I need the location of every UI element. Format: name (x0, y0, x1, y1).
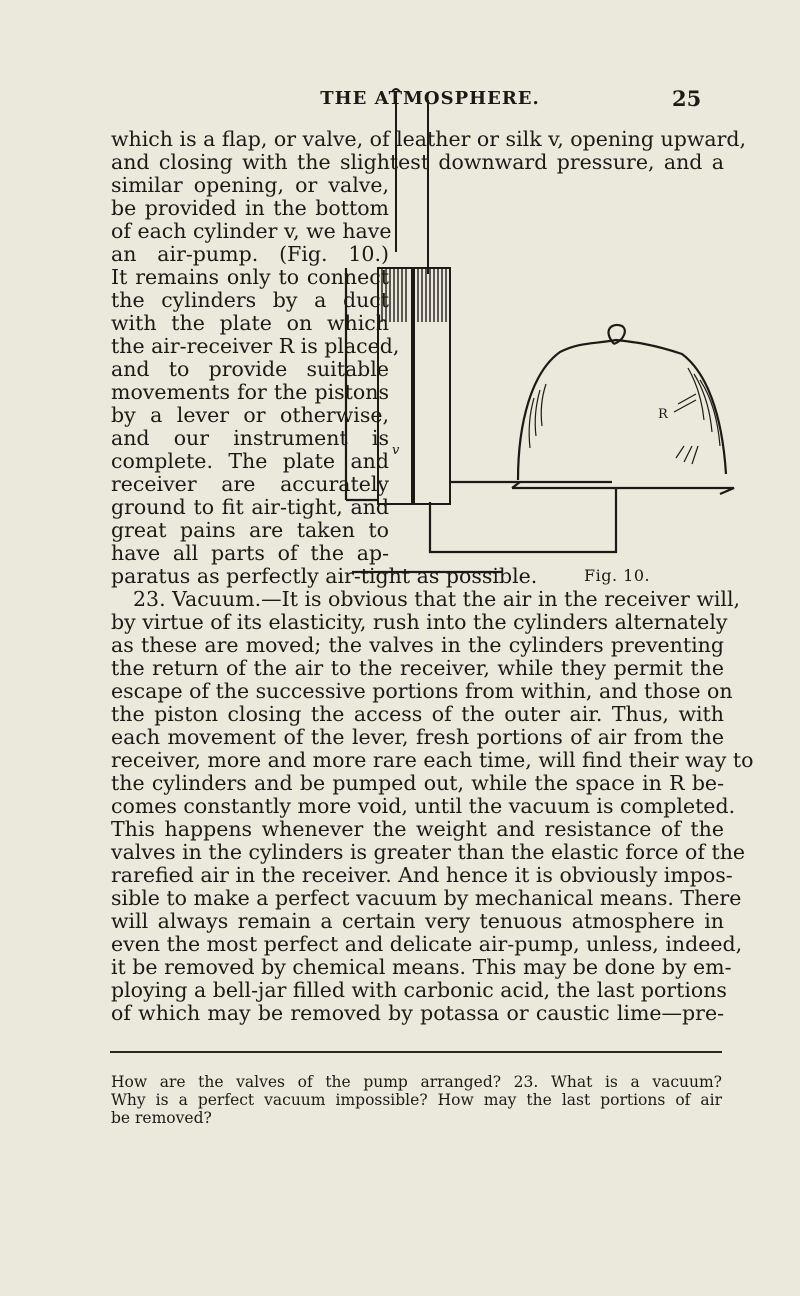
body-line-1: which is a flap, or valve, of leather or silk v, opening upward, (111, 127, 747, 151)
body-line-6: an air-pump. (Fig. 10.) (111, 242, 389, 266)
body-line-31: This happens whenever the weight and resistance of the (111, 817, 724, 841)
body-line-25: escape of the successive portions from within, and those on (111, 679, 733, 703)
body-line-3: similar opening, or valve, (111, 173, 389, 197)
receiver-plate (512, 488, 734, 494)
body-line-2: and closing with the slightest downward pressure, and a (111, 150, 724, 174)
body-line-29: the cylinders and be pumped out, while the space in R be- (111, 771, 724, 795)
body-line-34: sible to make a perfect vacuum by mechanical means. There (111, 886, 742, 910)
body-line-12: movements for the pistons (111, 380, 389, 404)
page-title: THE ATMOSPHERE. (320, 88, 540, 109)
body-line-16: receiver are accurately (111, 472, 389, 496)
body-line-28: receiver, more and more rare each time, will find their way to (111, 748, 754, 772)
section-23-heading-line: 23. Vacuum.—It is obvious that the air in the receiver will, (133, 587, 741, 611)
body-line-23: as these are moved; the valves in the cylinders preventing (111, 633, 724, 657)
footnote-divider (110, 1051, 722, 1053)
question-line-2: Why is a perfect vacuum impossible? How may the last portions of air (111, 1091, 722, 1109)
page-number: 25 (672, 86, 702, 111)
body-line-9: with the plate on which (111, 311, 389, 335)
body-line-24: the return of the air to the receiver, while they permit the (111, 656, 724, 680)
body-line-26: the piston closing the access of the outer air. Thus, with (111, 702, 724, 726)
body-line-5: of each cylinder v, we have (111, 219, 392, 243)
body-line-36: even the most perfect and delicate air-pump, unless, indeed, (111, 932, 743, 956)
duct-lower (430, 488, 616, 552)
body-line-35: will always remain a certain very tenuous atmosphere in (111, 909, 724, 933)
body-line-11: and to provide suitable (111, 357, 389, 381)
body-line-22: by virtue of its elasticity, rush into the cylinders alternately (111, 610, 728, 634)
figure-caption: Fig. 10. (584, 566, 651, 585)
body-line-33: rarefied air in the receiver. And hence it is obviously impos- (111, 863, 733, 887)
body-line-38: ploying a bell-jar filled with carbonic acid, the last portions (111, 978, 727, 1002)
body-line-30: comes constantly more void, until the vacuum is completed. (111, 794, 736, 818)
body-line-37: it be removed by chemical means. This may be done by em- (111, 955, 732, 979)
body-line-32: valves in the cylinders is greater than the elastic force of the (111, 840, 746, 864)
bell-jar (518, 340, 726, 480)
bell-jar-shading (529, 368, 720, 464)
body-line-39: of which may be removed by potassa or caustic lime—pre- (111, 1001, 724, 1025)
body-line-17: ground to fit air-tight, and (111, 495, 389, 519)
body-line-18: great pains are taken to (111, 518, 389, 542)
body-line-15: complete. The plate and (111, 449, 389, 473)
question-line-3: be removed? (111, 1109, 212, 1127)
rod-end-left (392, 89, 400, 92)
body-line-7: It remains only to connect (111, 265, 389, 289)
body-line-20: paratus as perfectly air-tight as possible. (111, 564, 538, 588)
body-line-13: by a lever or otherwise, (111, 403, 389, 427)
body-line-27: each movement of the lever, fresh portions of air from the (111, 725, 724, 749)
cylinder-right (414, 268, 450, 504)
body-line-10: the air-receiver R is placed, (111, 334, 400, 358)
body-line-8: the cylinders by a duct (111, 288, 389, 312)
valve-label-v: v (392, 443, 400, 458)
question-line-1: How are the valves of the pump arranged? 23. What is a vacuum? (111, 1073, 722, 1091)
body-line-14: and our instrument is (111, 426, 389, 450)
body-line-19: have all parts of the ap- (111, 541, 389, 565)
receiver-label-r: R (658, 407, 668, 422)
body-line-4: be provided in the bottom (111, 196, 389, 220)
